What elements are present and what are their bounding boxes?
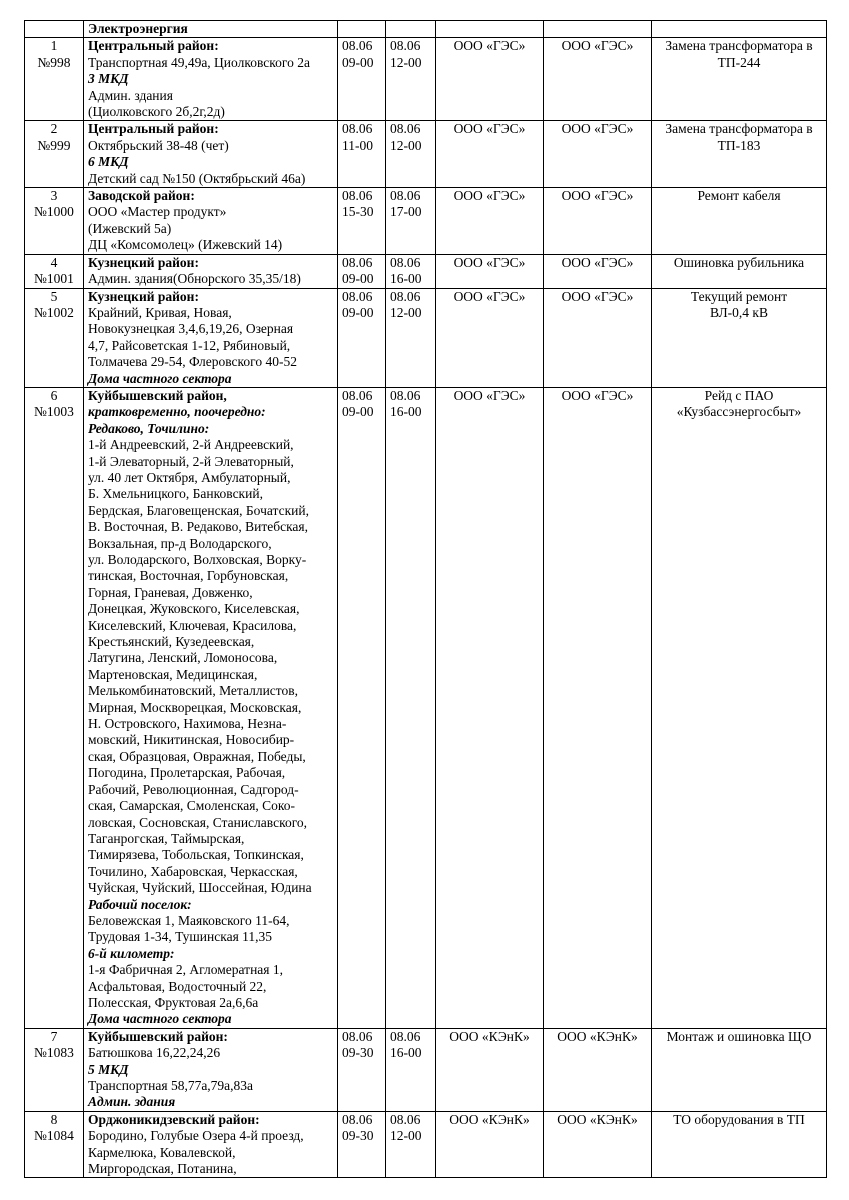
- work-description: Замена трансформатора в: [665, 121, 813, 137]
- work-description-cell: [652, 38, 827, 121]
- address-line: Рабочий поселок:: [88, 896, 192, 912]
- entry-number-cell: [25, 38, 84, 121]
- organization-cell: [436, 188, 544, 255]
- start-time-cell: [338, 1028, 386, 1111]
- executor-cell: [544, 254, 652, 288]
- end-time-cell: [386, 1028, 436, 1111]
- address-cell: [84, 121, 338, 188]
- address-line: 5 МКД: [88, 1061, 129, 1077]
- table-row: [25, 288, 827, 387]
- work-description: «Кузбассэнергосбыт»: [676, 404, 802, 420]
- entry-index: 5: [50, 288, 58, 304]
- address-line: Миргородская, Потанина,: [88, 1161, 237, 1177]
- end-datetime: 12-00: [390, 137, 422, 153]
- address-line: ловская, Сосновская, Станиславского,: [88, 814, 308, 830]
- end-datetime: 12-00: [390, 304, 422, 320]
- end-time-cell: [386, 121, 436, 188]
- organization-cell: [436, 121, 544, 188]
- work-description: ТП-183: [717, 137, 761, 153]
- address-line: Кармелюка, Ковалевской,: [88, 1144, 236, 1160]
- address-line: Кузнецкий район:: [88, 288, 199, 304]
- organization-cell: [436, 1028, 544, 1111]
- entry-id: №1084: [34, 1128, 74, 1144]
- start-datetime: 09-00: [342, 404, 374, 420]
- end-time-cell: [386, 1111, 436, 1178]
- start-time-cell: [338, 288, 386, 387]
- address-line: ская, Образцовая, Овражная, Победы,: [88, 748, 306, 764]
- end-datetime: 08.06: [390, 188, 421, 204]
- address-line: ДЦ «Комсомолец» (Ижевский 14): [88, 237, 283, 253]
- work-description: Монтаж и ошиновка ЩО: [666, 1028, 812, 1044]
- work-description-cell: [652, 254, 827, 288]
- address-cell: [84, 254, 338, 288]
- address-line: Админ. здания: [88, 1094, 176, 1110]
- start-time-cell: [338, 387, 386, 1028]
- start-datetime: 09-00: [342, 271, 374, 287]
- end-time-cell: [386, 387, 436, 1028]
- address-line: Транспортная 49,49а, Циолковского 2а: [88, 54, 310, 70]
- end-datetime: 08.06: [390, 38, 421, 54]
- address-line: Транспортная 58,77а,79а,83а: [88, 1078, 254, 1093]
- address-line: ООО «Мастер продукт»: [88, 204, 227, 220]
- address-line: Чуйская, Чуйский, Шоссейная, Юдина: [88, 880, 312, 896]
- address-line: Трудовая 1-34, Тушинская 11,35: [88, 929, 273, 945]
- start-datetime: 08.06: [342, 188, 373, 204]
- address-line: Таганрогская, Таймырская,: [88, 830, 245, 846]
- empty-cell: [652, 21, 827, 38]
- end-datetime: 08.06: [390, 387, 421, 403]
- organization-name: ООО «ГЭС»: [453, 254, 526, 270]
- address-line: В. Восточная, В. Редаково, Витебская,: [88, 519, 309, 535]
- empty-cell: [544, 21, 652, 38]
- address-line: 6-й километр:: [88, 945, 175, 961]
- start-datetime: 09-30: [342, 1045, 374, 1061]
- executor-name: ООО «ГЭС»: [561, 387, 634, 403]
- address-line: Крестьянский, Кузедеевская,: [88, 634, 255, 650]
- entry-id: №1002: [34, 304, 74, 320]
- start-time-cell: [338, 121, 386, 188]
- address-line: Н. Островского, Нахимова, Незна-: [88, 716, 287, 732]
- entry-index: 2: [50, 121, 58, 137]
- address-line: Горная, Граневая, Довженко,: [88, 584, 253, 600]
- start-datetime: 08.06: [342, 1111, 373, 1127]
- address-line: ул. Володарского, Волховская, Ворку-: [88, 552, 307, 567]
- end-datetime: 17-00: [390, 204, 422, 220]
- work-description: Ошиновка рубильника: [673, 254, 805, 270]
- work-description: Замена трансформатора в: [665, 38, 813, 54]
- start-time-cell: [338, 1111, 386, 1178]
- address-line: Центральный район:: [88, 38, 219, 54]
- entry-index: 8: [50, 1111, 58, 1127]
- work-description-cell: [652, 188, 827, 255]
- work-description-cell: [652, 1111, 827, 1178]
- address-cell: [84, 288, 338, 387]
- start-datetime: 08.06: [342, 254, 373, 270]
- address-line: Толмачева 29-54, Флеровского 40-52: [88, 354, 297, 370]
- empty-cell: [436, 21, 544, 38]
- entry-number-cell: [25, 254, 84, 288]
- work-description: ТП-244: [717, 54, 761, 70]
- entry-number-cell: [25, 1111, 84, 1178]
- work-description: Рейд с ПАО: [704, 387, 774, 403]
- address-line: ская, Самарская, Смоленская, Соко-: [88, 798, 296, 814]
- start-time-cell: [338, 254, 386, 288]
- start-datetime: 08.06: [342, 38, 373, 54]
- address-line: (Ижевский 5а): [88, 220, 172, 236]
- address-cell: [84, 1028, 338, 1111]
- entry-id: №1083: [34, 1045, 74, 1061]
- address-line: Точилино, Хабаровская, Черкасская,: [88, 863, 298, 879]
- address-line: Тимирязева, Тобольская, Топкинская,: [88, 847, 304, 863]
- address-line: Куйбышевский район:: [88, 1028, 228, 1044]
- address-line: 1-й Элеваторный, 2-й Элеваторный,: [88, 453, 294, 469]
- executor-cell: [544, 1111, 652, 1178]
- end-time-cell: [386, 38, 436, 121]
- address-line: Дома частного сектора: [88, 370, 232, 386]
- address-line: 6 МКД: [88, 154, 129, 170]
- end-datetime: 12-00: [390, 54, 422, 70]
- entry-id: №1003: [34, 404, 74, 420]
- end-time-cell: [386, 288, 436, 387]
- end-datetime: 16-00: [390, 1045, 422, 1061]
- entry-index: 3: [50, 188, 58, 204]
- address-line: Беловежская 1, Маяковского 11-64,: [88, 912, 290, 928]
- organization-name: ООО «ГЭС»: [453, 288, 526, 304]
- work-description-cell: [652, 288, 827, 387]
- executor-name: ООО «ГЭС»: [561, 188, 634, 204]
- work-description: ВЛ-0,4 кВ: [710, 304, 768, 320]
- end-datetime: 08.06: [390, 1111, 421, 1127]
- address-line: (Циолковского 2б,2г,2д): [88, 104, 225, 120]
- organization-cell: [436, 254, 544, 288]
- executor-name: ООО «ГЭС»: [561, 254, 634, 270]
- address-cell: [84, 38, 338, 121]
- organization-name: ООО «ГЭС»: [453, 121, 526, 137]
- address-line: Киселевский, Ключевая, Красилова,: [88, 617, 297, 633]
- address-line: Донецкая, Жуковского, Киселевская,: [88, 601, 300, 617]
- end-datetime: 08.06: [390, 288, 421, 304]
- address-line: тинская, Восточная, Горбуновская,: [88, 568, 289, 584]
- address-line: 1-й Андреевский, 2-й Андреевский,: [88, 437, 294, 453]
- start-datetime: 08.06: [342, 121, 373, 137]
- start-datetime: 11-00: [342, 137, 373, 153]
- executor-cell: [544, 38, 652, 121]
- executor-name: ООО «КЭнК»: [557, 1028, 638, 1044]
- empty-cell: [338, 21, 386, 38]
- table-row: [25, 254, 827, 288]
- organization-cell: [436, 288, 544, 387]
- address-line: кратковременно, поочередно:: [88, 404, 266, 420]
- table-row: [25, 121, 827, 188]
- entry-id: №1001: [34, 271, 74, 287]
- work-description: ТО оборудования в ТП: [673, 1111, 805, 1127]
- start-datetime: 08.06: [342, 387, 373, 403]
- organization-name: ООО «ГЭС»: [453, 387, 526, 403]
- entry-number-cell: [25, 121, 84, 188]
- address-line: 3 МКД: [88, 71, 129, 87]
- address-line: Мартеновская, Медицинская,: [88, 666, 258, 682]
- address-line: Центральный район:: [88, 121, 219, 137]
- table-row: [25, 387, 827, 1028]
- executor-cell: [544, 387, 652, 1028]
- executor-name: ООО «КЭнК»: [557, 1111, 638, 1127]
- work-description-cell: [652, 387, 827, 1028]
- end-datetime: 16-00: [390, 271, 422, 287]
- section-title: Электроэнергия: [84, 21, 338, 38]
- end-time-cell: [386, 188, 436, 255]
- address-line: 1-я Фабричная 2, Агломератная 1,: [88, 962, 284, 978]
- entry-id: №999: [37, 137, 71, 153]
- table-row: [25, 1028, 827, 1111]
- organization-cell: [436, 387, 544, 1028]
- end-datetime: 12-00: [390, 1128, 422, 1144]
- start-datetime: 09-00: [342, 54, 374, 70]
- entry-index: 6: [50, 387, 58, 403]
- address-line: Асфальтовая, Водосточный 22,: [88, 978, 267, 994]
- address-line: мовский, Никитинская, Новосибир-: [88, 732, 295, 748]
- empty-cell: [386, 21, 436, 38]
- executor-cell: [544, 188, 652, 255]
- work-description-cell: [652, 121, 827, 188]
- entry-number-cell: [25, 188, 84, 255]
- address-line: Орджоникидзевский район:: [88, 1111, 260, 1127]
- address-line: Мелькомбинатовский, Металлистов,: [88, 683, 299, 699]
- end-datetime: 16-00: [390, 404, 422, 420]
- executor-name: ООО «ГЭС»: [561, 121, 634, 137]
- start-time-cell: [338, 38, 386, 121]
- address-line: Заводской район:: [88, 188, 195, 204]
- address-line: Б. Хмельницкого, Банковский,: [88, 486, 263, 502]
- organization-name: ООО «ГЭС»: [453, 188, 526, 204]
- address-line: ул. 40 лет Октября, Амбулаторный,: [88, 469, 291, 485]
- entry-number-cell: [25, 387, 84, 1028]
- address-line: Админ. здания: [88, 87, 173, 103]
- work-description-cell: [652, 1028, 827, 1111]
- work-description: Текущий ремонт: [690, 288, 788, 304]
- executor-cell: [544, 1028, 652, 1111]
- start-datetime: 08.06: [342, 288, 373, 304]
- empty-cell: [25, 21, 84, 38]
- executor-cell: [544, 288, 652, 387]
- address-line: Кузнецкий район:: [88, 254, 199, 270]
- organization-cell: [436, 38, 544, 121]
- table-row: [25, 38, 827, 121]
- address-line: Бородино, Голубые Озера 4-й проезд,: [88, 1128, 304, 1144]
- address-line: Рабочий, Революционная, Садгород-: [88, 781, 299, 797]
- address-line: Новокузнецкая 3,4,6,19,26, Озерная: [88, 321, 294, 337]
- end-datetime: 08.06: [390, 254, 421, 270]
- address-line: Батюшкова 16,22,24,26: [88, 1045, 221, 1061]
- address-line: Вокзальная, пр-д Володарского,: [88, 535, 272, 551]
- start-datetime: 15-30: [342, 204, 374, 220]
- address-line: 4,7, Райсоветская 1-12, Рябиновый,: [88, 337, 291, 353]
- address-line: Латугина, Ленский, Ломоносова,: [88, 650, 278, 666]
- end-datetime: 08.06: [390, 121, 421, 137]
- start-datetime: 09-00: [342, 304, 374, 320]
- end-time-cell: [386, 254, 436, 288]
- entry-id: №998: [37, 54, 71, 70]
- entry-index: 1: [50, 38, 58, 54]
- address-line: Погодина, Пролетарская, Рабочая,: [88, 765, 286, 781]
- work-description: Ремонт кабеля: [697, 188, 781, 204]
- address-line: Куйбышевский район,: [88, 387, 227, 403]
- organization-cell: [436, 1111, 544, 1178]
- address-cell: [84, 188, 338, 255]
- start-datetime: 09-30: [342, 1128, 374, 1144]
- start-time-cell: [338, 188, 386, 255]
- outage-schedule-table: [24, 20, 827, 1178]
- entry-number-cell: [25, 1028, 84, 1111]
- executor-name: ООО «ГЭС»: [561, 38, 634, 54]
- address-line: Полесская, Фруктовая 2а,6,6а: [88, 994, 259, 1010]
- executor-name: ООО «ГЭС»: [561, 288, 634, 304]
- entry-id: №1000: [34, 204, 74, 220]
- organization-name: ООО «КЭнК»: [449, 1028, 530, 1044]
- executor-cell: [544, 121, 652, 188]
- address-line: Админ. здания(Обнорского 35,35/18): [88, 271, 301, 287]
- entry-index: 7: [50, 1028, 58, 1044]
- address-line: Детский сад №150 (Октябрьский 46а): [88, 170, 306, 186]
- table-row: [25, 188, 827, 255]
- address-line: Мирная, Москворецкая, Московская,: [88, 699, 302, 715]
- address-cell: [84, 387, 338, 1028]
- address-line: Октябрьский 38-48 (чет): [88, 137, 229, 153]
- organization-name: ООО «КЭнК»: [449, 1111, 530, 1127]
- address-line: Крайний, Кривая, Новая,: [88, 304, 232, 320]
- start-datetime: 08.06: [342, 1028, 373, 1044]
- end-datetime: 08.06: [390, 1028, 421, 1044]
- entry-index: 4: [50, 254, 58, 270]
- address-line: Редаково, Точилино:: [88, 420, 210, 436]
- address-line: Бердская, Благовещенская, Бочатский,: [88, 502, 309, 518]
- entry-number-cell: [25, 288, 84, 387]
- address-cell: [84, 1111, 338, 1178]
- table-row: [25, 1111, 827, 1178]
- organization-name: ООО «ГЭС»: [453, 38, 526, 54]
- section-header-row: [25, 21, 827, 38]
- address-line: Дома частного сектора: [88, 1011, 232, 1027]
